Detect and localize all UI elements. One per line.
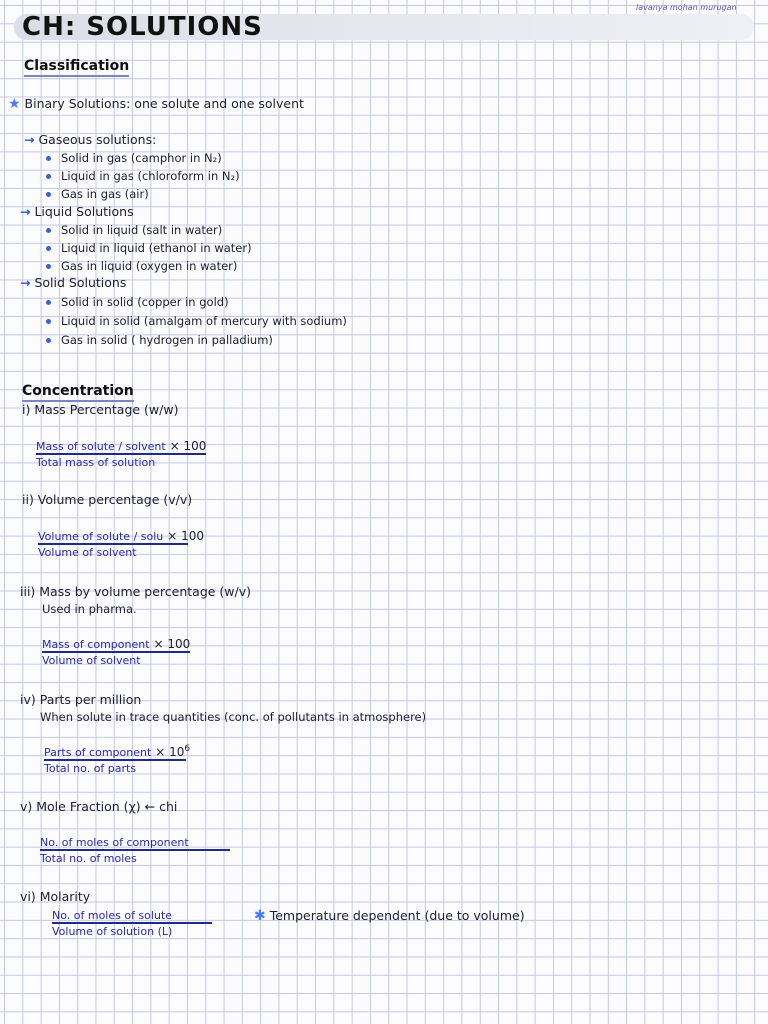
list-item-text: Gas in solid ( hydrogen in palladium)	[61, 333, 273, 347]
formula-numerator: No. of moles of component	[40, 836, 189, 849]
volume-percentage-formula	[38, 529, 204, 559]
parts-per-million-note: When solute in trace quantities (conc. of pollutants in atmosphere)	[40, 710, 427, 724]
bullet-icon	[46, 338, 51, 343]
list-item-text: Gas in liquid (oxygen in water)	[61, 259, 238, 273]
mass-by-volume-label: iii) Mass by volume percentage (w/v)	[20, 584, 252, 599]
multiplier	[155, 745, 190, 759]
exponent: 6	[184, 744, 191, 754]
molarity-note-text: Temperature dependent (due to volume)	[269, 908, 525, 923]
star-icon: ✱	[254, 908, 266, 924]
classification-heading: Classification	[24, 58, 129, 77]
binary-solutions-text: Binary Solutions: one solute and one solvent	[24, 96, 304, 111]
formula-numerator: No. of moles of solute	[52, 909, 173, 922]
formula-denominator: Volume of solvent	[38, 543, 188, 559]
numerator-text: Mass of component	[42, 638, 150, 651]
liquid-solutions-heading	[20, 204, 134, 219]
mole-fraction-label: v) Mole Fraction (χ) ← chi	[20, 799, 178, 814]
bullet-icon	[46, 319, 51, 324]
parts-per-million-label: iv) Parts per million	[20, 692, 142, 707]
bullet-icon	[46, 192, 51, 197]
binary-solutions-line	[8, 96, 304, 112]
molarity-formula	[52, 909, 212, 938]
bullet-icon	[46, 156, 51, 161]
volume-percentage-label: ii) Volume percentage (v/v)	[22, 492, 193, 507]
multiplier-text: × 10	[155, 745, 185, 759]
list-item	[46, 333, 273, 347]
formula-numerator	[36, 439, 206, 453]
formula-denominator: Volume of solution (L)	[52, 922, 212, 938]
bullet-icon	[46, 300, 51, 305]
mass-percentage-label: i) Mass Percentage (w/w)	[22, 402, 179, 417]
list-item	[46, 151, 222, 165]
arrow-right-icon: →	[20, 275, 31, 290]
numerator-text: Mass of solute / solvent	[36, 440, 166, 453]
gaseous-solutions-heading	[24, 132, 156, 147]
solid-solutions-heading	[20, 275, 126, 290]
formula-denominator: Volume of solvent	[42, 651, 190, 667]
mole-fraction-formula	[40, 836, 230, 865]
formula-denominator: Total mass of solution	[36, 453, 206, 469]
list-item	[46, 187, 149, 201]
list-item-text: Liquid in solid (amalgam of mercury with sodium)	[61, 314, 347, 328]
formula-numerator	[38, 529, 204, 543]
bullet-icon	[46, 246, 51, 251]
arrow-right-icon: →	[24, 132, 35, 147]
multiplier: × 100	[167, 529, 205, 543]
bullet-icon	[46, 264, 51, 269]
list-item-text: Solid in solid (copper in gold)	[61, 295, 229, 309]
list-item-text: Liquid in gas (chloroform in N₂)	[61, 169, 240, 183]
author-signature: lavanya mohan murugan	[636, 3, 737, 12]
list-item	[46, 259, 237, 273]
solid-solutions-label: Solid Solutions	[34, 275, 127, 290]
multiplier: × 100	[153, 637, 191, 651]
list-item	[46, 295, 229, 309]
formula-numerator	[44, 744, 190, 759]
molarity-note	[254, 908, 525, 924]
list-item	[46, 169, 240, 183]
star-icon: ★	[8, 96, 21, 112]
list-item	[46, 241, 252, 255]
formula-numerator	[42, 637, 190, 651]
list-item	[46, 314, 347, 328]
numerator-text: Volume of solute / solu	[38, 530, 164, 543]
molarity-label: vi) Molarity	[20, 889, 91, 904]
arrow-right-icon: →	[20, 204, 31, 219]
list-item	[46, 223, 222, 237]
gaseous-solutions-label: Gaseous solutions:	[38, 132, 157, 147]
liquid-solutions-label: Liquid Solutions	[34, 204, 134, 219]
formula-denominator: Total no. of parts	[44, 759, 186, 775]
bullet-icon	[46, 228, 51, 233]
list-item-text: Solid in gas (camphor in N₂)	[61, 151, 222, 165]
mass-by-volume-formula	[42, 637, 190, 667]
bullet-icon	[46, 174, 51, 179]
mass-percentage-formula	[36, 439, 206, 469]
mass-by-volume-note: Used in pharma.	[42, 602, 137, 616]
numerator-text: Parts of component	[44, 746, 152, 759]
multiplier: × 100	[169, 439, 207, 453]
parts-per-million-formula	[44, 744, 190, 775]
formula-denominator: Total no. of moles	[40, 849, 230, 865]
list-item-text: Gas in gas (air)	[61, 187, 149, 201]
list-item-text: Liquid in liquid (ethanol in water)	[61, 241, 252, 255]
page-title: CH: SOLUTIONS	[22, 12, 263, 42]
list-item-text: Solid in liquid (salt in water)	[61, 223, 223, 237]
concentration-heading: Concentration	[22, 383, 134, 402]
